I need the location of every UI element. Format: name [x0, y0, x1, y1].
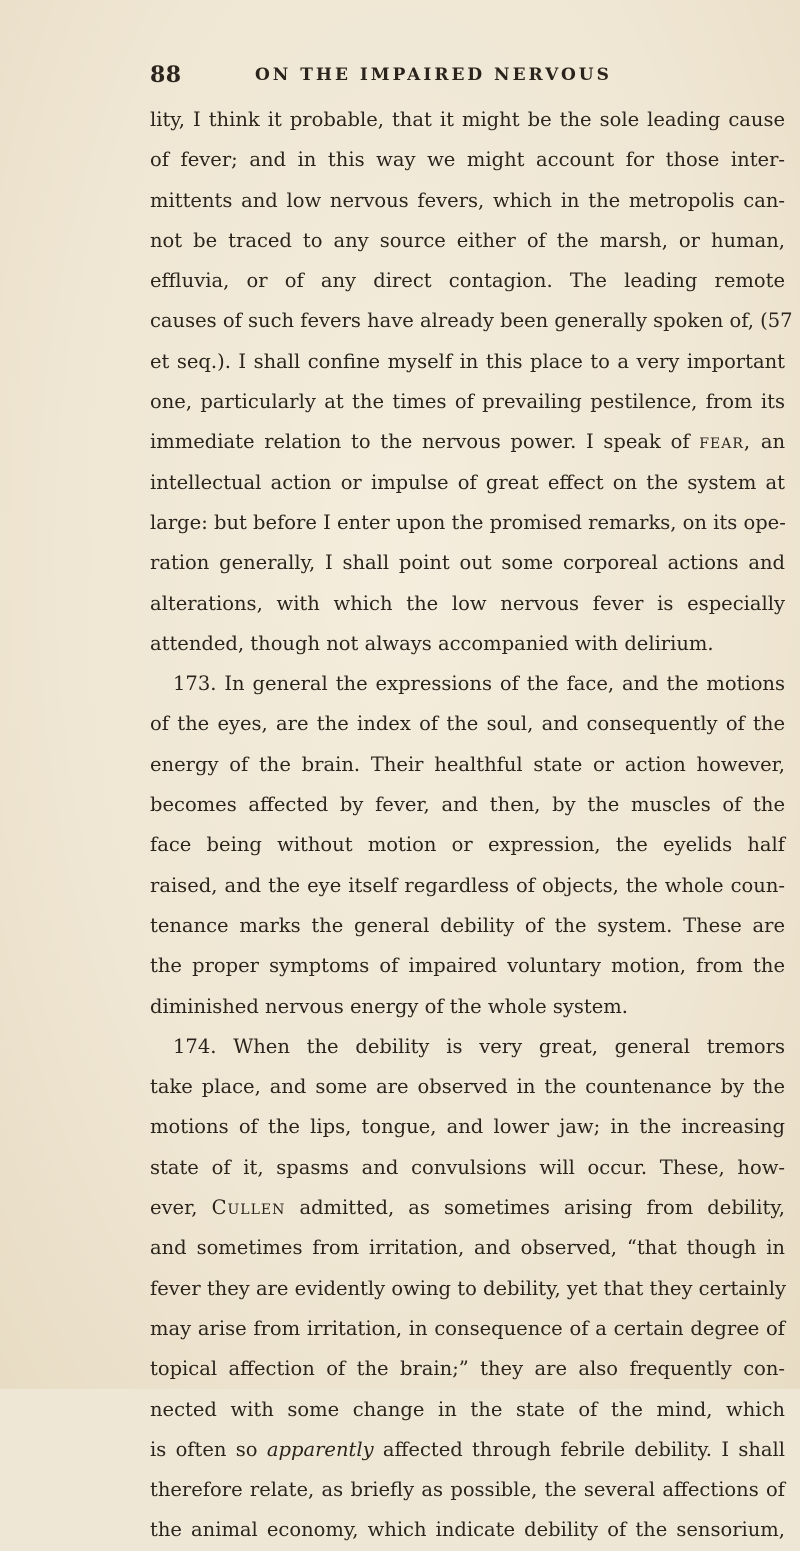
text-line: ration generally, I shall point out some corporeal actions and	[150, 551, 785, 575]
text-line: motions of the lips, tongue, and lower jaw; in the increasing	[150, 1115, 785, 1139]
text-line: effluvia, or of any direct contagion. The leading remote	[150, 269, 785, 293]
paragraph-173-start: 173. In general the expressions of the face, and the motions	[173, 672, 785, 696]
text-line: fever they are evidently owing to debility, yet that they certainly	[150, 1276, 786, 1300]
text-segment: is often so	[150, 1437, 258, 1461]
text-line-cullen	[150, 1188, 785, 1228]
text-line: becomes affected by fever, and then, by the muscles of the	[150, 793, 785, 817]
text-line: et seq.). I shall confine myself in this place to a very important	[150, 349, 785, 373]
text-line: may arise from irritation, in consequence of a certain degree of	[150, 1316, 785, 1340]
text-line: therefore relate, as briefly as possible, the several affections of	[150, 1478, 785, 1502]
text-line: raised, and the eye itself regardless of objects, the whole coun-	[150, 873, 785, 897]
text-segment: an	[760, 430, 786, 454]
text-line: and sometimes from irritation, and observed, “that though in	[150, 1236, 785, 1260]
text-line: lity, I think it probable, that it might be the sole leading cause	[150, 108, 785, 131]
text-line: the animal economy, which indicate debility of the sensorium,	[150, 1518, 785, 1542]
text-line: of the eyes, are the index of the soul, and consequently of the	[150, 712, 785, 736]
text-segment: admitted, as sometimes arising from debility,	[299, 1196, 785, 1220]
text-line: energy of the brain. Their healthful state or action however,	[150, 752, 785, 776]
text-line: alterations, with which the low nervous fever is especially	[150, 591, 785, 615]
text-line: diminished nervous energy of the whole system.	[150, 994, 628, 1018]
text-line: face being without motion or expression, the eyelids half	[150, 833, 785, 857]
body-text	[150, 100, 793, 1551]
text-segment: ever,	[150, 1196, 198, 1220]
text-line: tenance marks the general debility of the system. These are	[150, 913, 785, 937]
text-line: one, particularly at the times of prevailing pestilence, from its	[150, 390, 785, 414]
running-title: ON THE IMPAIRED NERVOUS	[255, 65, 612, 85]
text-line: intellectual action or impulse of great effect on the system at	[150, 470, 785, 494]
text-line: not be traced to any source either of the marsh, or human,	[150, 228, 785, 252]
text-line-fear	[150, 422, 785, 462]
text-line: state of it, spasms and convulsions will occur. These, how-	[150, 1155, 785, 1179]
text-line: take place, and some are observed in the countenance by the	[150, 1075, 785, 1099]
text-line: attended, though not always accompanied with delirium.	[150, 631, 714, 655]
paragraph-174-start: 174. When the debility is very great, general tremors	[173, 1034, 785, 1058]
text-line: topical affection of the brain;” they are also frequently con-	[150, 1357, 785, 1381]
text-line: nected with some change in the state of the mind, which	[150, 1397, 785, 1421]
page-number: 88	[150, 62, 182, 88]
text-segment: immediate relation to the nervous power. I speak of	[150, 430, 690, 454]
page-header	[150, 62, 790, 92]
text-line: mittents and low nervous fevers, which in the metropolis can-	[150, 188, 785, 212]
fear-small-caps: fear,	[699, 430, 752, 454]
text-line: of fever; and in this way we might account for those inter-	[150, 148, 785, 172]
text-line: large: but before I enter upon the promised remarks, on its ope-	[150, 510, 786, 534]
text-line-apparently	[150, 1430, 785, 1470]
apparently-italic: apparently	[266, 1437, 374, 1461]
cullen-small-caps: Cullen	[211, 1196, 286, 1220]
text-segment: affected through febrile debility. I shall	[382, 1437, 786, 1461]
text-line: causes of such fevers have already been generally spoken of, (57	[150, 309, 793, 333]
text-line: the proper symptoms of impaired voluntary motion, from the	[150, 954, 785, 978]
